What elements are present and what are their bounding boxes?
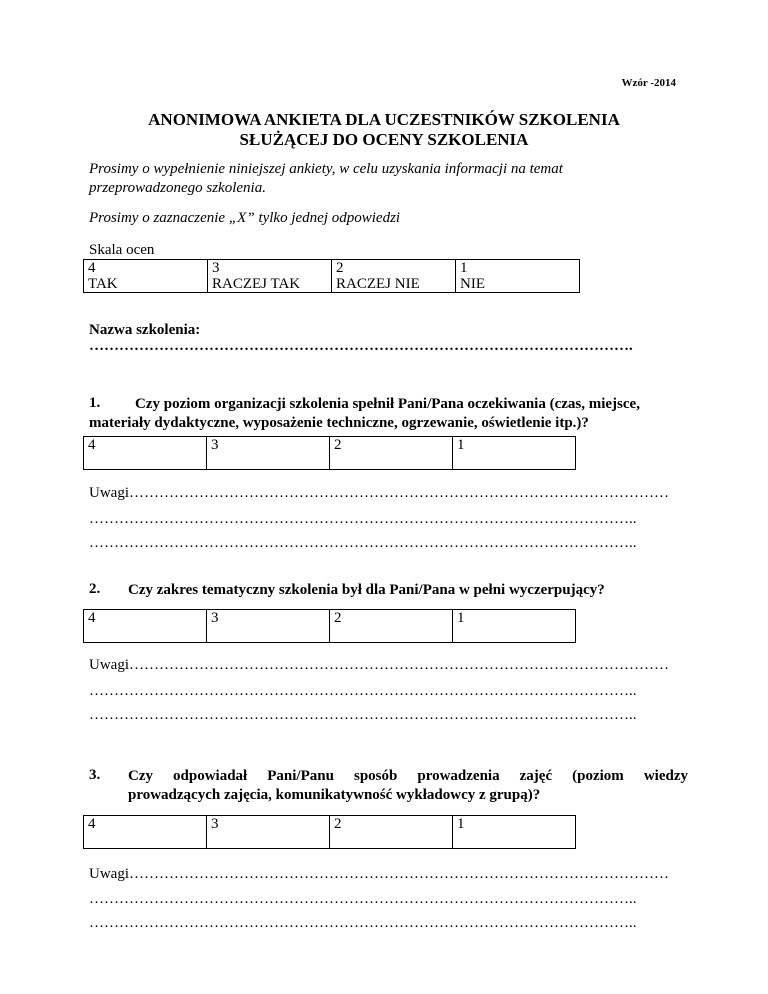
intro-line-1: Prosimy o wypełnienie niniejszej ankiety, w celu uzyskania informacji na temat — [89, 161, 563, 177]
intro-line-2: przeprowadzonego szkolenia. — [89, 180, 266, 196]
question-3-number: 3. — [89, 767, 101, 783]
scale-label: RACZEJ NIE — [336, 276, 420, 292]
rating-option-3[interactable]: 3 — [207, 437, 330, 470]
question-2-remarks-dots[interactable]: ……………………………………………………………………………………………….. — [89, 707, 637, 723]
training-name-field[interactable]: ………………………………………………………………………………………………. — [89, 338, 633, 354]
question-3-text — [128, 767, 688, 805]
question-1-remarks-dots[interactable]: ……………………………………………………………………………………………….. — [89, 535, 637, 551]
scale-cell — [84, 260, 208, 293]
rating-option-2[interactable]: 2 — [330, 437, 453, 470]
question-1-line-2: materiały dydaktyczne, wyposażenie techniczne, ogrzewanie, oświetlenie itp.)? — [89, 415, 589, 431]
rating-option-3[interactable]: 3 — [207, 816, 330, 849]
scale-cell — [456, 260, 580, 293]
scale-label: TAK — [88, 276, 118, 292]
question-3-line-2: prowadzących zajęcia, komunikatywność wykładowcy z grupą)? — [128, 787, 541, 803]
question-3-rating-table — [83, 815, 576, 849]
scale-label: RACZEJ TAK — [212, 276, 301, 292]
question-3-remarks-line[interactable]: Uwagi……………………………………………………………………………………………… — [89, 866, 669, 882]
title-line-1: ANONIMOWA ANKIETA DLA UCZESTNIKÓW SZKOLENIA — [148, 110, 620, 129]
rating-option-1[interactable]: 1 — [453, 816, 576, 849]
question-2-remarks-dots[interactable]: ……………………………………………………………………………………………….. — [89, 683, 637, 699]
title-line-2: SŁUŻĄCEJ DO OCENY SZKOLENIA — [239, 130, 529, 149]
rating-option-4[interactable]: 4 — [84, 437, 207, 470]
scale-caption: Skala ocen — [89, 242, 155, 258]
intro-text — [89, 160, 689, 198]
question-2-remarks-line[interactable]: Uwagi……………………………………………………………………………………………… — [89, 657, 669, 673]
scale-value: 2 — [336, 260, 344, 276]
scale-value: 4 — [88, 260, 96, 276]
question-3-remarks-dots[interactable]: ……………………………………………………………………………………………….. — [89, 915, 637, 931]
form-version-label: Wzór -2014 — [621, 77, 676, 89]
question-1-text — [89, 395, 689, 433]
rating-option-1[interactable]: 1 — [453, 437, 576, 470]
question-1-number: 1. — [89, 395, 101, 411]
scale-cell — [332, 260, 456, 293]
question-2-rating-table — [83, 609, 576, 643]
document-title — [0, 110, 768, 150]
rating-option-4[interactable]: 4 — [84, 610, 207, 643]
rating-option-1[interactable]: 1 — [453, 610, 576, 643]
question-1-remarks-line[interactable]: Uwagi……………………………………………………………………………………………… — [89, 485, 669, 501]
scale-value: 1 — [460, 260, 468, 276]
rating-option-2[interactable]: 2 — [330, 610, 453, 643]
instruction-text: Prosimy o zaznaczenie „X” tylko jednej odpowiedzi — [89, 210, 401, 226]
question-1-line-1: Czy poziom organizacji szkolenia spełnił Pani/Pana oczekiwania (czas, miejsce, — [135, 396, 640, 412]
question-3-remarks-dots[interactable]: ……………………………………………………………………………………………….. — [89, 891, 637, 907]
question-2-number: 2. — [89, 581, 101, 597]
question-2-text: Czy zakres tematyczny szkolenia był dla Pani/Pana w pełni wyczerpujący? — [128, 582, 605, 598]
question-1-remarks-dots[interactable]: ……………………………………………………………………………………………….. — [89, 511, 637, 527]
rating-option-2[interactable]: 2 — [330, 816, 453, 849]
training-name-label: Nazwa szkolenia: — [89, 322, 201, 338]
question-1-rating-table — [83, 436, 576, 470]
rating-scale-table — [83, 259, 580, 293]
rating-option-4[interactable]: 4 — [84, 816, 207, 849]
rating-option-3[interactable]: 3 — [207, 610, 330, 643]
scale-value: 3 — [212, 260, 220, 276]
scale-cell — [208, 260, 332, 293]
scale-label: NIE — [460, 276, 485, 292]
question-3-line-1: Czy odpowiadał Pani/Panu sposób prowadzenia zajęć (poziom wiedzy — [128, 768, 688, 784]
